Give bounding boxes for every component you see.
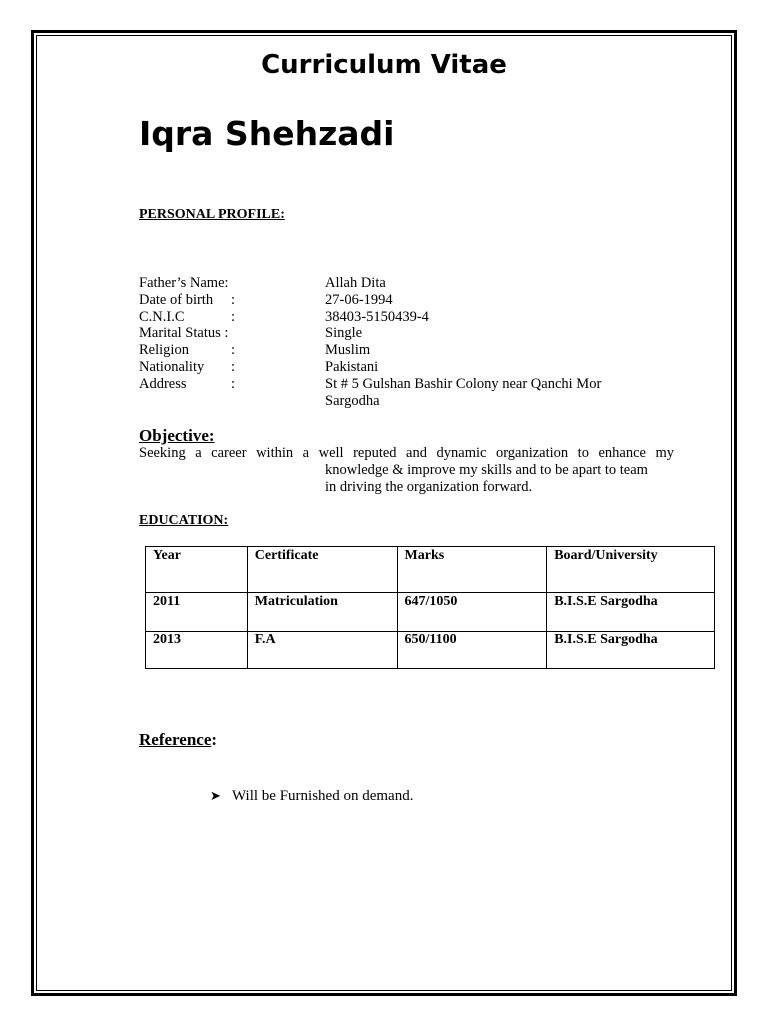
table-cell: 647/1050 (397, 593, 547, 632)
table-row (146, 593, 715, 632)
field-value: Single (325, 325, 363, 342)
field-label: C.N.I.C (139, 308, 185, 325)
column-header-certificate: Certificate (247, 547, 397, 593)
candidate-name: Iqra Shehzadi (139, 114, 395, 153)
reference-item-text: Will be Furnished on demand. (232, 788, 414, 804)
table-cell: B.I.S.E Sargodha (547, 632, 715, 669)
field-label: Religion (139, 342, 189, 359)
field-value: Sargodha (325, 392, 380, 409)
field-value: Allah Dita (325, 275, 386, 291)
table-header-row (146, 547, 715, 593)
table-cell: F.A (247, 632, 397, 669)
table-cell: Matriculation (247, 593, 397, 632)
document-title: Curriculum Vitae (261, 50, 507, 80)
table-row (146, 632, 715, 669)
objective-line-3: in driving the organization forward. (325, 478, 533, 495)
column-header-board: Board/University (547, 547, 715, 593)
field-value: 38403-5150439-4 (325, 308, 429, 325)
objective-heading-text: Objective: (139, 426, 215, 445)
column-header-marks: Marks (397, 547, 547, 593)
field-value: Pakistani (325, 358, 379, 375)
field-label: Father’s Name: (139, 275, 229, 291)
reference-heading-text: Reference (139, 730, 212, 749)
table-cell: B.I.S.E Sargodha (547, 593, 715, 632)
objective-text (139, 445, 674, 495)
field-value: St # 5 Gulshan Bashir Colony near Qanchi Mor (325, 375, 602, 392)
reference-heading (139, 730, 217, 750)
field-label: Address (139, 375, 187, 392)
reference-list-item (210, 788, 413, 805)
objective-line-1: Seeking a career within a well reputed and dynamic organization to enhance my (139, 445, 674, 461)
field-label: Marital Status : (139, 325, 229, 342)
education-table (145, 546, 715, 669)
field-value: 27-06-1994 (325, 291, 393, 308)
field-label: Nationality (139, 358, 205, 375)
table-cell: 650/1100 (397, 632, 547, 669)
field-colon: : (231, 342, 236, 359)
field-value: Muslim (325, 342, 371, 359)
objective-heading (139, 426, 215, 446)
field-colon: : (231, 358, 236, 375)
field-colon: : (231, 375, 236, 392)
education-heading: EDUCATION: (139, 513, 229, 528)
arrowhead-bullet-icon: ➤ (210, 789, 221, 804)
table-cell: 2011 (146, 593, 248, 632)
field-label: Date of birth (139, 291, 214, 308)
personal-profile-heading: PERSONAL PROFILE: (139, 207, 285, 222)
objective-line-2: knowledge & improve my skills and to be apart to team (325, 461, 648, 478)
field-colon: : (231, 291, 236, 308)
reference-heading-colon: : (211, 730, 218, 749)
field-colon: : (231, 308, 236, 325)
column-header-year: Year (146, 547, 248, 593)
table-cell: 2013 (146, 632, 248, 669)
